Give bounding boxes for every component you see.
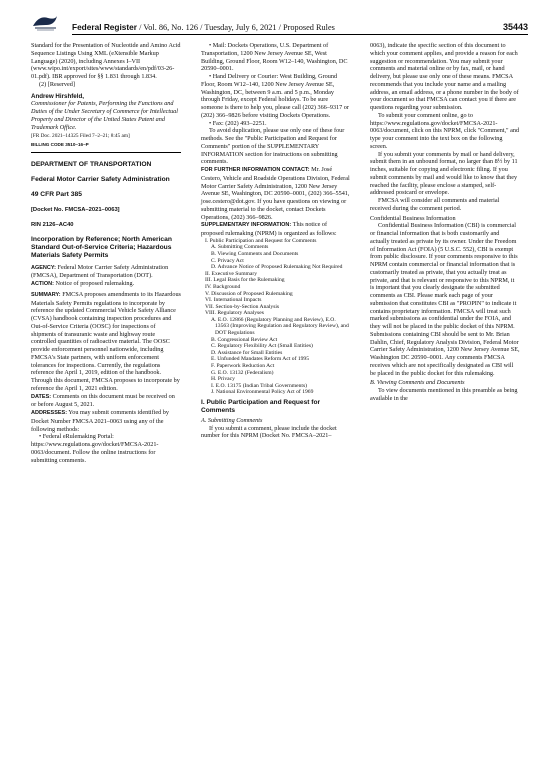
journal-name: Federal Register xyxy=(72,22,138,32)
toc-item: VIII. Regulatory Analyses xyxy=(205,310,264,317)
addresses-text: You may submit comments identified by Docket Number FMCSA 2021–0063 using any of the following methods: xyxy=(31,409,169,433)
agency-label: AGENCY: xyxy=(31,264,56,271)
supp-text: This notice of proposed rulemaking (NPRM) is organized as follows: xyxy=(201,221,337,237)
column-2 xyxy=(201,42,351,440)
page-number: 35443 xyxy=(502,22,528,32)
signer-name: Andrew Hirshfeld, xyxy=(31,92,84,100)
toc-item: J. National Environmental Policy Act of 1969 xyxy=(211,389,314,396)
toc-item: C. Privacy Act xyxy=(211,257,244,264)
federal-register-logo xyxy=(30,12,60,34)
toc-item: C. Regulatory Flexibility Act (Small Entities) xyxy=(211,343,313,350)
toc-item: A. Submitting Comments xyxy=(211,244,269,251)
reserved-item: (2) [Reserved] xyxy=(39,80,75,88)
dates-label: DATES: xyxy=(31,393,52,400)
rule-title: Incorporation by Reference; North American Standard Out-of-Service Criteria; Hazardous Materials Safety Permits xyxy=(31,235,172,259)
billing-code: BILLING CODE 3510–16–P xyxy=(31,142,89,147)
subsection-a-heading: A. Submitting Comments xyxy=(201,416,263,424)
action-label: ACTION: xyxy=(31,281,54,287)
toc-item: IV. Background xyxy=(205,283,241,290)
col3-para-2: To submit your comment online, go to https://www.regulations.gov/docket/FMCSA-2021-0063/document, click on this NPRM, click "Comment," and type your comment into the text box on the following screen. xyxy=(370,111,520,150)
addresses-label: ADDRESSES: xyxy=(31,410,68,416)
col3-para-6: To view documents mentioned in this preamble as being available in the xyxy=(370,387,518,402)
summary-label: SUMMARY: xyxy=(31,291,61,298)
ffi-text: Mr. José Cestero, Vehicle and Roadside Operations Division, Federal Motor Carrier Safety Administration, 1200 New Jersey Avenue SE, Washington, DC 20590–0001, (202) 366–5541, jose.cestero@dot.gov. If you have questions on viewing or submitting material to the docket, contact Dockets Operations, (202) 366–9826. xyxy=(201,166,350,221)
summary-text: FMCSA proposes amendments to its Hazardous Materials Safety Permits regulations to incorporate by reference the updated Commercial Vehicle Safety Alliance (CVSA) handbook containing inspection procedures and Out-of-Service Criteria (OOSC) for inspections of shipments of transuranic waste and highway route controlled quantities of radioactive material. The OOSC provide enforcement personnel nationwide, including FMCSA's State partners, with uniform enforcement tolerances for inspections. Currently, the regulations reference the April 1, 2019, edition of the handbook. Through this document, FMCSA proposes to incorporate by reference the April 1, 2021 edition. xyxy=(31,290,181,392)
toc-item: F. Paperwork Reduction Act xyxy=(211,363,275,370)
toc-item: D. Assistance for Small Entities xyxy=(211,349,283,356)
eportal-bullet[interactable]: • Federal eRulemaking Portal: https://www.regulations.gov/docket/FMCSA-2021-0063/document. Follow the online instructions for submitting comments. xyxy=(31,433,159,464)
toc-item: B. Viewing Comments and Documents xyxy=(211,250,299,257)
mail-bullet: • Mail: Dockets Operations, U.S. Department of Transportation, 1200 New Jersey Avenue SE, West Building, Ground Floor, Room W12–140, Washington, DC 20590–0001. xyxy=(201,42,348,73)
toc-item: E. Unfunded Mandates Reform Act of 1995 xyxy=(211,356,310,363)
signer-title: Commissioner for Patents, Performing the Functions and Duties of the Under Secretary of Commerce for Intellectual Property and Director of the United States Patent and Trademark Office. xyxy=(31,100,178,131)
toc-item: VI. International Impacts xyxy=(205,297,262,304)
col3-para-4: FMCSA will consider all comments and material received during the comment period. xyxy=(370,197,500,212)
rin-number: RIN 2126–AC40 xyxy=(31,221,74,228)
fax-bullet: • Fax: (202) 493–2251. xyxy=(209,119,267,127)
action-text: Notice of proposed rulemaking. xyxy=(55,280,135,287)
toc-item: G. E.O. 13132 (Federalism) xyxy=(211,369,274,376)
toc-item: I. Public Participation and Request for Comments xyxy=(205,237,317,244)
page-header xyxy=(72,20,528,35)
col1-top-text: Standard for the Presentation of Nucleotide and Amino Acid Sequence Listings Using XML (eXtensible Markup Language) (2020), including Annexes I–VII (www.wipo.int/export/sites/www/standards/en/pdf/03-26-01.pdf). IBR approved for §§ 1.831 through 1.834. xyxy=(31,42,181,80)
divider xyxy=(31,152,181,153)
department: DEPARTMENT OF TRANSPORTATION xyxy=(31,160,152,168)
toc-item: V. Discussion of Proposed Rulemaking xyxy=(205,290,293,297)
col3-para-1: 0063), indicate the specific section of this document to which your comment applies, and provide a reason for each suggestion or recommendation. You may submit your comments and material online or by fax, mail, or hand delivery, but please use only one of these means. FMCSA recommends that you include your name and a mailing address, an email address, or a phone number in the body of your document so that FMCSA can contact you if there are questions regarding your submission. xyxy=(370,42,519,111)
agency-name: Federal Motor Carrier Safety Administration xyxy=(31,175,170,183)
cbi-heading: Confidential Business Information xyxy=(370,214,456,222)
toc-item: H. Privacy xyxy=(211,376,235,383)
fr-doc: [FR Doc. 2021–14325 Filed 7–2–21; 8:45 am] xyxy=(31,133,130,140)
docket-number: [Docket No. FMCSA–2021–0063] xyxy=(31,206,120,213)
toc-item: A. E.O. 12866 (Regulatory Planning and Review), E.O. 13563 (Improving Regulation and Regulatory Review), and DOT Regulations xyxy=(211,316,349,337)
dates-text: Comments on this document must be received on or before August 5, 2021. xyxy=(31,392,175,409)
avoid-duplication: To avoid duplication, please use only one of these four methods. See the "Public Participation and Request for Comments" portion of the SUPPLEMENTARY INFORMATION section for instructions on submitting comments. xyxy=(201,127,345,166)
toc-item: III. Legal Basis for the Rulemaking xyxy=(205,277,285,284)
col3-para-5: Confidential Business Information (CBI) is commercial or financial information that is both customarily and actually treated as private by its owner. Under the Freedom of Information Act (FOIA) (5 U.S.C. 552), CBI is exempt from public disclosure. If your comments responsive to this NPRM contain commercial or financial information that is customarily treated as private, that you actually treat as private, and that is relevant or responsive to this NPRM, it is important that you clearly designate the submitted comments as CBI. Please mark each page of your submission that constitutes CBI as "PROPIN" to indicate it contains proprietary information. FMCSA will treat such marked submissions as confidential under the FOIA, and they will not be placed in the public docket of this NPRM. Submissions containing CBI should be sent to Mr. Brian Dahlin, Chief, Regulatory Analysis Division, Federal Motor Carrier Safety Administration, 1200 New Jersey Avenue SE, Washington DC 20590–0001. Any comments FMCSA receives which are not specifically designated as CBI will be placed in the public docket for this rulemaking. xyxy=(370,222,520,377)
column-3 xyxy=(370,42,520,403)
toc-item: B. Congressional Review Act xyxy=(211,336,278,343)
toc-item: I. E.O. 13175 (Indian Tribal Governments) xyxy=(211,382,308,389)
issue-info: / Vol. 86, No. 126 / Tuesday, July 6, 2021 / Proposed Rules xyxy=(139,23,335,32)
toc-item: D. Advance Notice of Proposed Rulemaking Not Required xyxy=(211,264,343,271)
table-of-contents xyxy=(201,238,351,396)
section-1-heading: I. Public Participation and Request for Comments xyxy=(201,399,321,414)
supp-label: SUPPLEMENTARY INFORMATION: xyxy=(201,222,292,229)
subsection-b-heading: B. Viewing Comments and Documents xyxy=(370,379,465,387)
col3-para-3: If you submit your comments by mail or hand delivery, submit them in an unbound format, no larger than 8½ by 11 inches, suitable for copying and electronic filing. If you submit comments by mail and would like to know that they reached the facility, please enclose a stamped, self-addressed postcard or envelope. xyxy=(370,150,518,197)
agency-text: Federal Motor Carrier Safety Administration (FMCSA), Department of Transportation (DOT). xyxy=(31,263,169,280)
hand-delivery-bullet: • Hand Delivery or Courier: West Building, Ground Floor, Room W12–140, 1200 New Jersey Avenue SE, Washington, DC, between 9 a.m. and 5 p.m., Monday through Friday, except Federal holidays. To be sure someone is there to help you, please call (202) 366–9317 or (202) 366–9826 before visiting Dockets Operations. xyxy=(201,73,349,119)
toc-item: VII. Section-by-Section Analysis xyxy=(205,303,280,310)
cfr-part: 49 CFR Part 385 xyxy=(31,190,82,198)
ffi-label: FOR FURTHER INFORMATION CONTACT: xyxy=(201,167,310,173)
column-1 xyxy=(31,42,181,464)
subsection-a-text: If you submit a comment, please include the docket number for this NPRM (Docket No. FMCSA–2021– xyxy=(201,424,337,440)
toc-item: II. Executive Summary xyxy=(205,270,258,277)
